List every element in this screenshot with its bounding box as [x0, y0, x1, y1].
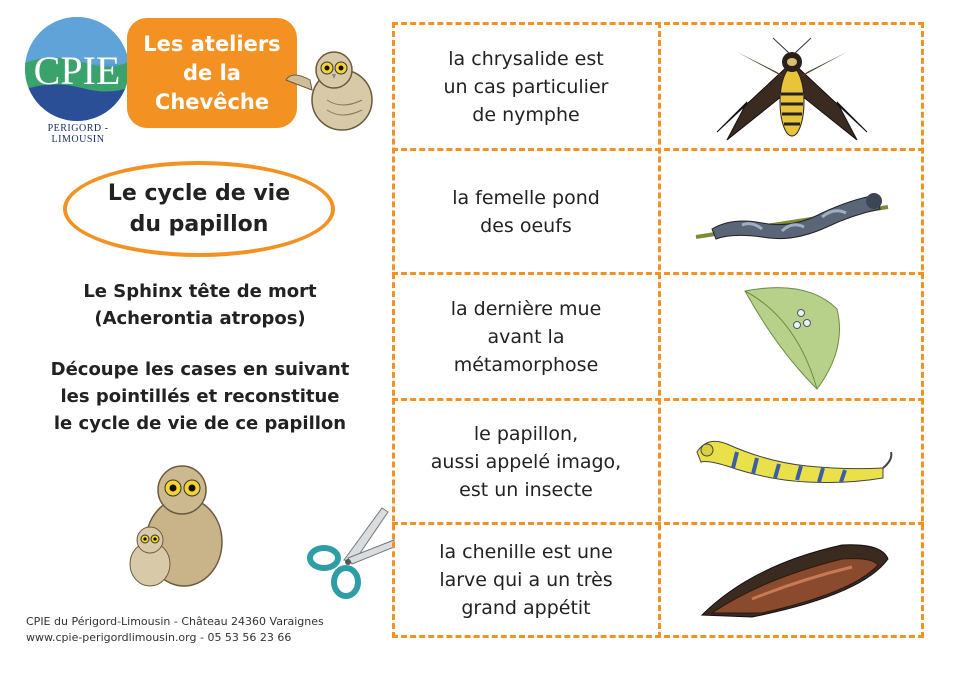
ateliers-header	[127, 18, 297, 128]
title-line: du papillon	[129, 212, 269, 237]
owls-icon	[112, 460, 242, 590]
dark-caterpillar-icon	[660, 151, 924, 272]
species-name	[20, 278, 380, 332]
species-line: Le Sphinx tête de mort	[83, 281, 317, 302]
footer	[26, 614, 324, 646]
card-line: la chenille est une	[439, 541, 613, 563]
instructions-line: le cycle de vie de ce papillon	[53, 413, 347, 434]
header-line: de la	[183, 61, 241, 85]
yellow-caterpillar-icon	[660, 401, 924, 522]
card-line: aussi appelé imago,	[430, 450, 622, 473]
moth-icon	[660, 25, 924, 148]
card-line: larve qui a un très	[439, 569, 613, 591]
card-line: est un insecte	[459, 478, 593, 501]
card-line: la femelle pond	[452, 186, 600, 209]
footer-contact: www.cpie-perigordlimousin.org - 05 53 56 23 66	[26, 631, 292, 644]
card-text	[392, 401, 660, 522]
card-line: grand appétit	[461, 597, 591, 619]
card-line: avant la	[487, 325, 565, 348]
species-line: (Acherontia atropos)	[94, 308, 306, 329]
chrysalis-icon	[660, 525, 924, 635]
instructions	[20, 356, 380, 437]
card-line: la chrysalide est	[448, 47, 604, 70]
header-line: Chevêche	[154, 90, 270, 114]
leaf-with-eggs-icon	[660, 275, 924, 398]
card-text	[392, 275, 660, 398]
cpie-logo	[22, 14, 132, 124]
card-text	[392, 151, 660, 272]
card-line: un cas particulier	[443, 75, 609, 98]
card-line: des oeufs	[480, 214, 572, 237]
title-line: Le cycle de vie	[107, 181, 291, 206]
card-line: métamorphose	[453, 353, 599, 376]
footer-address: CPIE du Périgord-Limousin - Château 24360 Varaignes	[26, 615, 324, 628]
header-line: Les ateliers	[143, 32, 281, 56]
owl-icon	[282, 40, 382, 135]
page-title	[63, 161, 335, 257]
card-line: de nymphe	[472, 103, 580, 126]
scissors-icon	[304, 500, 396, 600]
card-line: la dernière mue	[450, 297, 602, 320]
logo-text: CPIE	[33, 48, 121, 93]
card-text	[392, 525, 660, 635]
cards-grid	[392, 22, 924, 638]
instructions-line: Découpe les cases en suivant	[50, 359, 350, 380]
instructions-line: les pointillés et reconstitue	[60, 386, 340, 407]
logo-caption: PERIGORD - LIMOUSIN	[47, 123, 109, 145]
card-text	[392, 25, 660, 148]
card-line: le papillon,	[473, 422, 579, 445]
